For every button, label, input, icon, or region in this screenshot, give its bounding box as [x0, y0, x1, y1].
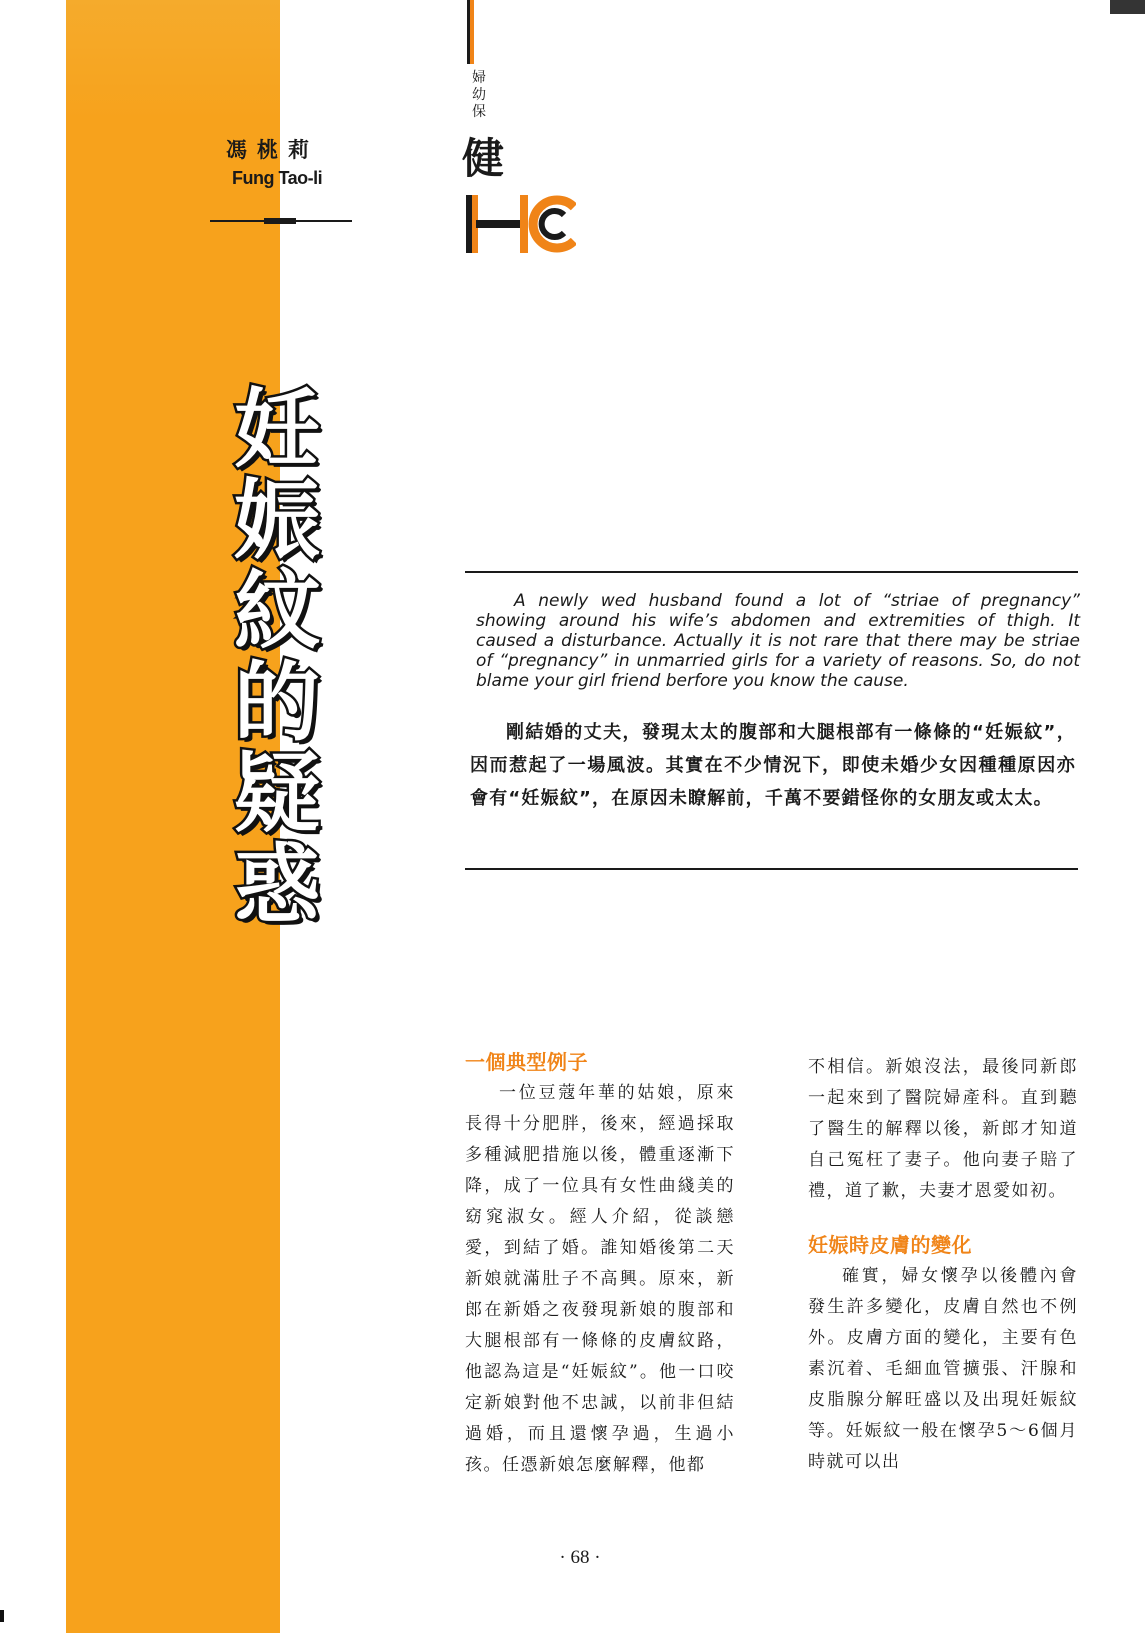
author-divider-mark [264, 218, 296, 224]
body-paragraph: 確實，婦女懷孕以後體內會發生許多變化，皮膚自然也不例外。皮膚方面的變化，主要有色素沉着、毛細血管擴張、汗腺和皮脂腺分解旺盛以及出現妊娠紋等。妊娠紋一般在懷孕5～6個月時就可以出 [808, 1266, 1078, 1472]
column-label-char: 幼 [472, 87, 486, 103]
abstract-english: A newly wed husband found a lot of “striae of pregnancy” showing around his wife’s abdomen and extremities of thigh. It caused a disturbance. Actually it is not rare that there may be striae of “pregnancy” in unmarried girls for a variety of reasons. So, do not blame your girl friend berfore you know the cause. [476, 591, 1080, 691]
abstract-bottom-rule [465, 868, 1078, 870]
section-heading: 一個典型例子 [465, 1050, 588, 1074]
body-paragraph: 不相信。新娘沒法，最後同新郎一起來到了醫院婦產科。直到聽了醫生的解釋以後，新郎才知道自己冤枉了妻子。他向妻子賠了禮，道了歉，夫妻才恩愛如初。 [808, 1057, 1078, 1201]
logo-bar-shadow [467, 0, 470, 64]
scan-edge-mark [1110, 0, 1145, 14]
title-char: 娠 [234, 471, 320, 571]
title-char: 的 [234, 653, 320, 753]
title-char: 疑 [234, 744, 320, 844]
article-title [227, 380, 327, 935]
column-label-char: 保 [472, 104, 486, 120]
scan-edge-mark [0, 1610, 4, 1622]
title-char: 紋 [234, 562, 320, 662]
abstract-top-rule [465, 571, 1078, 573]
section-heading: 妊娠時皮膚的變化 [808, 1233, 972, 1257]
title-char: 妊 [234, 380, 320, 480]
column-logo-hc-icon [466, 195, 576, 253]
page-number: · 68 · [559, 1547, 601, 1568]
author-name-english: Fung Tao-li [232, 168, 323, 188]
body-column-left [465, 1046, 735, 1481]
author-name-chinese: 馮桃莉 [226, 138, 319, 162]
title-char: 惑 [234, 835, 320, 935]
body-paragraph: 一位豆蔻年華的姑娘，原來長得十分肥胖，後來，經過採取多種減肥措施以後，體重逐漸下降，成了一位具有女性曲綫美的窈窕淑女。經人介紹，從談戀愛，到結了婚。誰知婚後第二天新娘就滿肚子不高興。原來，新郎在新婚之夜發現新娘的腹部和大腿根部有一條條的皮膚紋路，他認為這是“妊娠紋”。他一口咬定新娘對他不忠誠，以前非但結過婚，而且還懷孕過，生過小孩。任憑新娘怎麼解釋，他都 [465, 1083, 735, 1475]
abstract-chinese: 剛結婚的丈夫，發現太太的腹部和大腿根部有一條條的“妊娠紋”，因而惹起了一場風波。其實在不少情況下，即使未婚少女因種種原因亦會有“妊娠紋”，在原因未瞭解前，千萬不要錯怪你的女朋友或太太。 [470, 722, 1076, 809]
column-logo-char: 健 [462, 134, 505, 183]
column-label [468, 70, 490, 121]
column-label-char: 婦 [472, 70, 486, 86]
body-column-right [808, 1052, 1078, 1478]
